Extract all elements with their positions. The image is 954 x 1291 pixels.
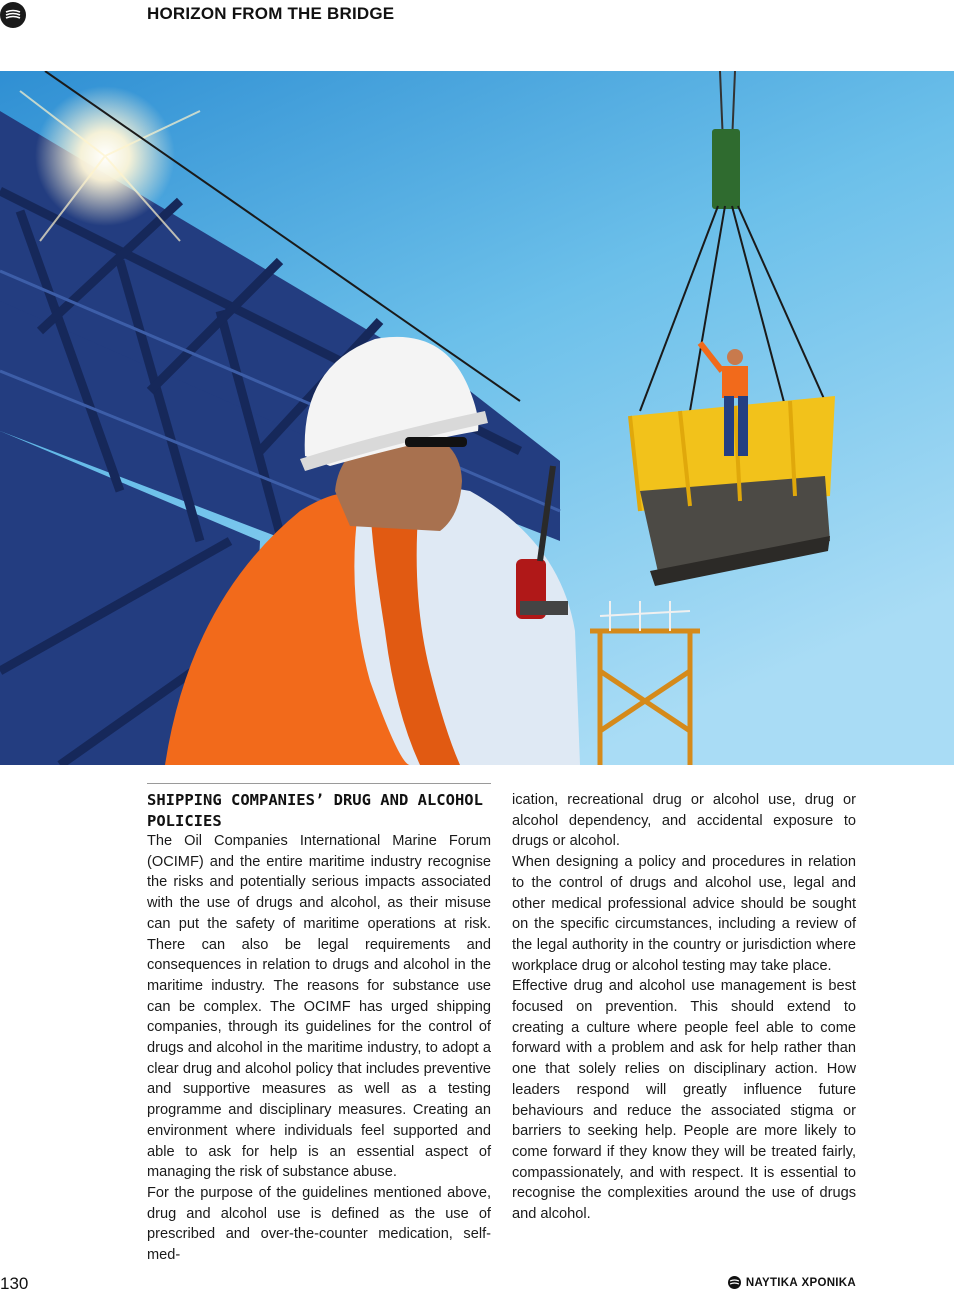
crane-photo-illustration	[0, 71, 954, 765]
brand-footer	[728, 1276, 856, 1289]
paragraph: The Oil Companies International Marine Forum (OCIMF) and the entire maritime industry recognise the risks and potentially serious impacts associated with the use of drugs and alcohol, as their misuse can put the safety of maritime operations at risk. There can also be legal requirements and consequences in relation to drugs and alcohol in the maritime industry. The reasons for substance use can be complex. The OCIMF has urged shipping companies, through its guidelines for the control of drugs and alcohol in the maritime industry, to adopt a clear drug and alcohol policy that includes preventive and supportive measures as well as a testing programme and disciplinary measures. Creating an environment where individuals feel supported and able to ask for help is an essential aspect of managing the risk of substance abuse.	[147, 833, 491, 1181]
hero-photo	[0, 71, 954, 765]
brand-name: ΝΑΥΤΙΚΑ ΧΡΟΝΙΚΑ	[745, 1276, 856, 1289]
section-header: HORIZON FROM THE BRIDGE	[147, 4, 395, 23]
title-rule	[147, 783, 491, 784]
magazine-logo-icon	[0, 2, 26, 28]
paragraph: ication, recreational drug or alcohol use, drug or alcohol dependency, and accidental exposure to drugs or alcohol.	[512, 792, 856, 850]
article-title: SHIPPING COMPANIES’ DRUG AND ALCOHOL POLICIES	[147, 791, 483, 830]
article-column-left	[147, 831, 491, 1266]
paragraph: For the purpose of the guidelines mentioned above, drug and alcohol use is defined as the use of prescribed and over-the-counter medication, self-med-	[147, 1184, 491, 1264]
paragraph: When designing a policy and procedures in relation to the control of drugs and alcohol use, legal and other medical professional advice should be sought on the specific circumstances, including a review of the legal authority in the country or jurisdiction where workplace drug or alcohol testing may take place.	[512, 854, 856, 974]
article-column-right	[512, 790, 856, 1225]
paragraph: Effective drug and alcohol use management is best focused on prevention. This should extend to creating a culture where people feel able to come forward with a problem and ask for help rather than one that solely relies on disciplinary action. How leaders respond will greatly influence future behaviours and reduce the associated stigma or barriers to seeking help. People are more likely to come forward if they know they will be treated fairly, compassionately, and with respect. It is essential to recognise the complexities around the use of drugs and alcohol.	[512, 978, 856, 1223]
brand-wave-icon	[728, 1276, 741, 1289]
page-number: 130	[0, 1274, 29, 1291]
